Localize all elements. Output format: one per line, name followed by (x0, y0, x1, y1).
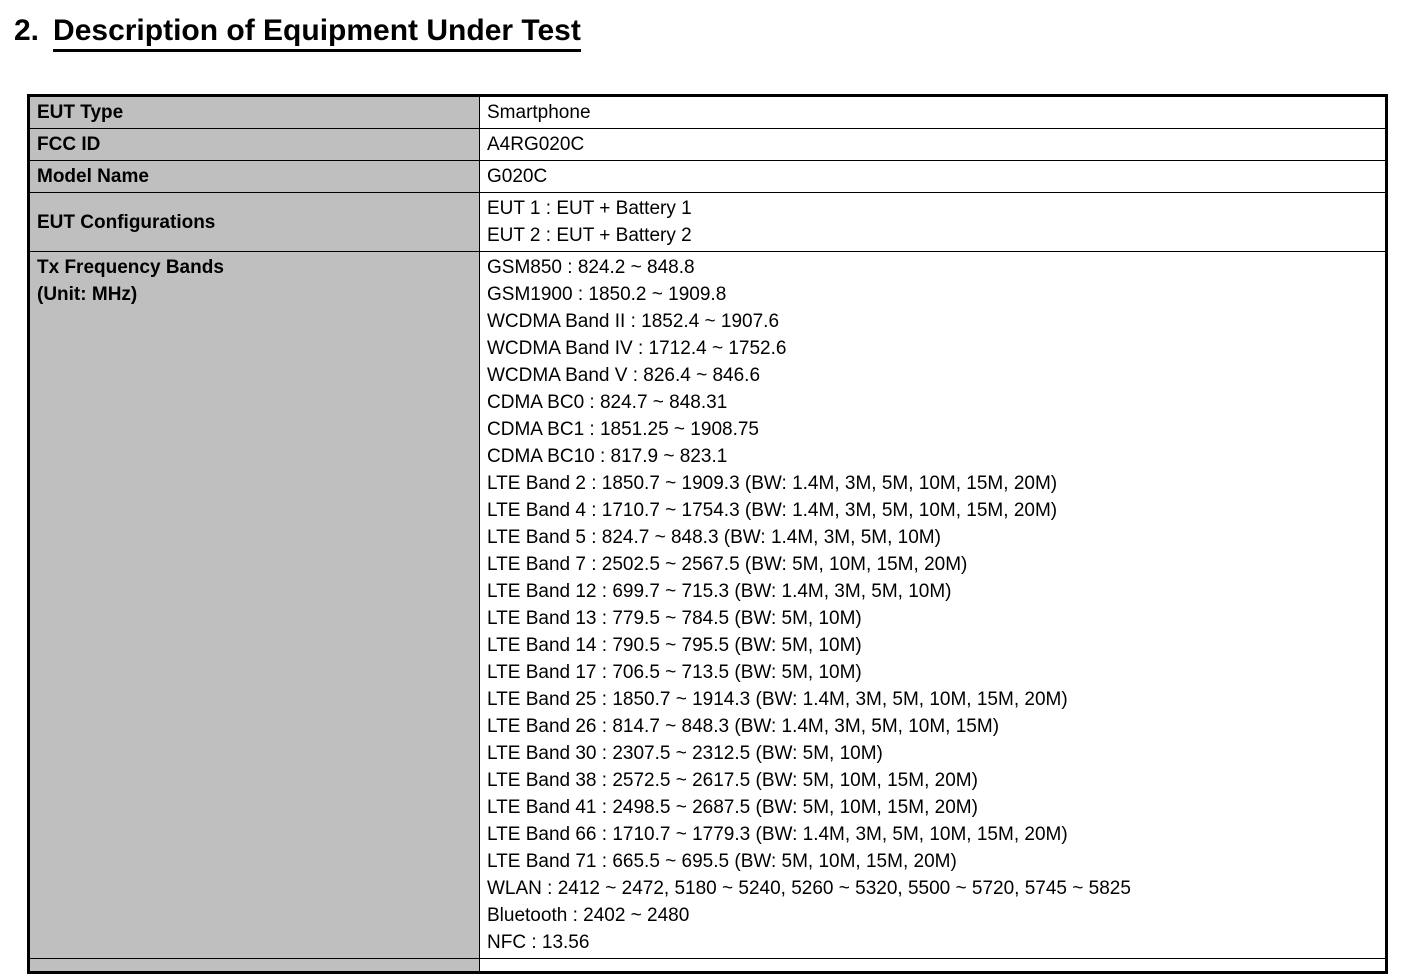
band-line: LTE Band 4 : 1710.7 ~ 1754.3 (BW: 1.4M, 3M, 5M, 10M, 15M, 20M) (487, 500, 1058, 521)
row-value-tx-frequency-bands (480, 252, 1387, 959)
value-line: EUT 1 : EUT + Battery 1 (487, 198, 692, 219)
band-line: LTE Band 38 : 2572.5 ~ 2617.5 (BW: 5M, 10M, 15M, 20M) (487, 770, 978, 791)
row-value-model-name (480, 161, 1387, 193)
band-line: LTE Band 17 : 706.5 ~ 713.5 (BW: 5M, 10M) (487, 662, 862, 683)
band-line: LTE Band 71 : 665.5 ~ 695.5 (BW: 5M, 10M, 15M, 20M) (487, 851, 957, 872)
band-line: WLAN : 2412 ~ 2472, 5180 ~ 5240, 5260 ~ 5320, 5500 ~ 5720, 5745 ~ 5825 (487, 878, 1131, 899)
row-label-model-name: Model Name (29, 161, 480, 193)
row-label-partial (29, 959, 480, 973)
value-line: EUT 2 : EUT + Battery 2 (487, 225, 692, 246)
band-line: LTE Band 12 : 699.7 ~ 715.3 (BW: 1.4M, 3M, 5M, 10M) (487, 581, 952, 602)
band-line: LTE Band 41 : 2498.5 ~ 2687.5 (BW: 5M, 10M, 15M, 20M) (487, 797, 978, 818)
band-line: WCDMA Band II : 1852.4 ~ 1907.6 (487, 311, 780, 332)
table-row (29, 129, 1387, 161)
table-row-partial (29, 959, 1387, 973)
band-line: LTE Band 25 : 1850.7 ~ 1914.3 (BW: 1.4M, 3M, 5M, 10M, 15M, 20M) (487, 689, 1068, 710)
band-line: LTE Band 66 : 1710.7 ~ 1779.3 (BW: 1.4M, 3M, 5M, 10M, 15M, 20M) (487, 824, 1068, 845)
band-line: GSM850 : 824.2 ~ 848.8 (487, 257, 695, 278)
section-title: Description of Equipment Under Test (53, 14, 581, 52)
band-line: LTE Band 14 : 790.5 ~ 795.5 (BW: 5M, 10M) (487, 635, 862, 656)
label-line-title: Tx Frequency Bands (37, 257, 224, 278)
row-value-eut-type (480, 96, 1387, 129)
table-row (29, 161, 1387, 193)
band-line: WCDMA Band V : 826.4 ~ 846.6 (487, 365, 761, 386)
section-number: 2. (14, 14, 40, 47)
band-line: LTE Band 13 : 779.5 ~ 784.5 (BW: 5M, 10M) (487, 608, 862, 629)
row-label-tx-frequency-bands (29, 252, 480, 959)
table-row (29, 193, 1387, 252)
row-label-eut-configurations: EUT Configurations (29, 193, 480, 252)
table-row (29, 252, 1387, 959)
section-heading (14, 14, 581, 52)
band-line: LTE Band 30 : 2307.5 ~ 2312.5 (BW: 5M, 10M) (487, 743, 883, 764)
band-line: NFC : 13.56 (487, 932, 590, 953)
band-line: CDMA BC1 : 1851.25 ~ 1908.75 (487, 419, 759, 440)
band-line: GSM1900 : 1850.2 ~ 1909.8 (487, 284, 727, 305)
band-line: LTE Band 2 : 1850.7 ~ 1909.3 (BW: 1.4M, 3M, 5M, 10M, 15M, 20M) (487, 473, 1058, 494)
band-line: Bluetooth : 2402 ~ 2480 (487, 905, 690, 926)
band-line: LTE Band 7 : 2502.5 ~ 2567.5 (BW: 5M, 10M, 15M, 20M) (487, 554, 968, 575)
eut-description-table (27, 94, 1388, 974)
table-row (29, 96, 1387, 129)
band-line: LTE Band 5 : 824.7 ~ 848.3 (BW: 1.4M, 3M, 5M, 10M) (487, 527, 941, 548)
band-line: LTE Band 26 : 814.7 ~ 848.3 (BW: 1.4M, 3M, 5M, 10M, 15M) (487, 716, 1000, 737)
row-value-eut-configurations (480, 193, 1387, 252)
band-line: CDMA BC0 : 824.7 ~ 848.31 (487, 392, 728, 413)
value-line: A4RG020C (487, 134, 585, 155)
band-line: CDMA BC10 : 817.9 ~ 823.1 (487, 446, 728, 467)
band-line: WCDMA Band IV : 1712.4 ~ 1752.6 (487, 338, 787, 359)
value-line: G020C (487, 166, 548, 187)
label-line-unit: (Unit: MHz) (37, 284, 138, 305)
row-value-fcc-id (480, 129, 1387, 161)
table-body (29, 96, 1387, 973)
row-label-fcc-id: FCC ID (29, 129, 480, 161)
row-label-eut-type: EUT Type (29, 96, 480, 129)
row-value-partial (480, 959, 1387, 973)
value-line: Smartphone (487, 102, 591, 123)
